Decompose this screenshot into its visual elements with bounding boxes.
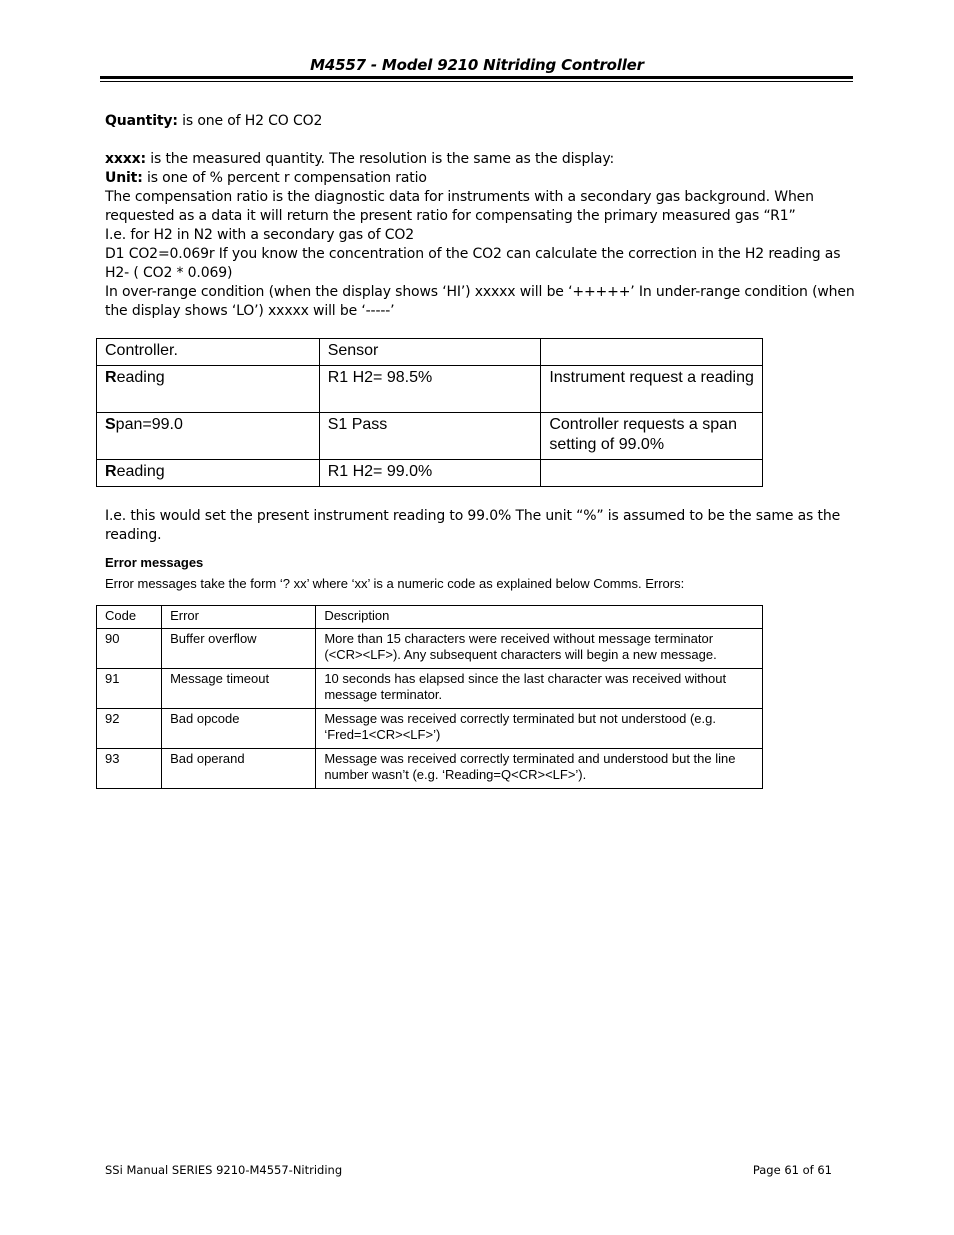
table-row xyxy=(97,709,763,749)
table-cell: R1 H2= 99.0% xyxy=(319,460,541,487)
correction-paragraph: D1 CO2=0.069r If you know the concentration of the CO2 can calculate the correction in the H2 reading as H2- ( CO2 * 0.069) xyxy=(105,246,841,281)
compensation-paragraph: The compensation ratio is the diagnostic data for instruments with a secondary gas background. When requested as a data it will return the present ratio for compensating the primary measured gas “R1” xyxy=(105,189,814,224)
error-description: More than 15 characters were received without message terminator (<CR><LF>). Any subsequent characters will begin a new message. xyxy=(316,629,763,669)
table-cell: Instrument request a reading xyxy=(541,366,763,413)
page-header-title: M4557 - Model 9210 Nitriding Controller xyxy=(310,56,644,74)
quantity-paragraph xyxy=(105,112,855,131)
exchange-table xyxy=(96,338,763,487)
footer-page-number: Page 61 of 61 xyxy=(752,1163,832,1177)
after-table-paragraph: I.e. this would set the present instrument reading to 99.0% The unit “%” is assumed to be the same as the reading. xyxy=(105,508,841,543)
table-cell xyxy=(541,460,763,487)
table-cell: Sensor xyxy=(319,339,541,366)
example-paragraph: I.e. for H2 in N2 with a secondary gas of CO2 xyxy=(105,227,415,243)
error-messages-heading: Error messages xyxy=(105,555,204,570)
error-code: 91 xyxy=(97,669,162,709)
table-row xyxy=(97,460,763,487)
table-cell: S1 Pass xyxy=(319,413,541,460)
quantity-label: Quantity: xyxy=(105,113,178,129)
error-description: 10 seconds has elapsed since the last character was received without message terminator. xyxy=(316,669,763,709)
table-cell: Reading xyxy=(97,366,320,413)
definitions-block xyxy=(105,150,855,321)
error-description: Message was received correctly terminated and understood but the line number wasn’t (e.g. ‘Reading=Q<CR><LF>’). xyxy=(316,749,763,789)
table-row xyxy=(97,366,763,413)
footer-manual-title: SSi Manual SERIES 9210-M4557-Nitriding xyxy=(105,1163,343,1177)
table-header-row xyxy=(97,606,763,629)
header-rule-thick xyxy=(100,76,853,79)
table-cell xyxy=(541,339,763,366)
error-description: Message was received correctly terminated but not understood (e.g. ‘Fred=1<CR><LF>’) xyxy=(316,709,763,749)
error-name: Bad opcode xyxy=(162,709,316,749)
column-header-description: Description xyxy=(316,606,763,629)
error-messages-description: Error messages take the form ‘? xx’ where ‘xx’ is a numeric code as explained below Comms. Errors: xyxy=(105,576,685,591)
error-code: 93 xyxy=(97,749,162,789)
table-cell: Reading xyxy=(97,460,320,487)
error-code: 92 xyxy=(97,709,162,749)
error-name: Message timeout xyxy=(162,669,316,709)
table-cell: Controller requests a span setting of 99.0% xyxy=(541,413,763,460)
table-row xyxy=(97,669,763,709)
header-rule-thin xyxy=(100,81,853,82)
column-header-code: Code xyxy=(97,606,162,629)
table-row xyxy=(97,413,763,460)
table-cell: R1 H2= 98.5% xyxy=(319,366,541,413)
xxxx-label: xxxx: xyxy=(105,151,146,167)
error-codes-table xyxy=(96,605,763,789)
error-name: Buffer overflow xyxy=(162,629,316,669)
table-cell: Controller. xyxy=(97,339,320,366)
quantity-text: is one of H2 CO CO2 xyxy=(177,113,323,129)
unit-text: is one of % percent r compensation ratio xyxy=(142,170,427,186)
error-name: Bad operand xyxy=(162,749,316,789)
column-header-error: Error xyxy=(162,606,316,629)
table-cell: Span=99.0 xyxy=(97,413,320,460)
table-row xyxy=(97,339,763,366)
unit-label: Unit: xyxy=(105,170,143,186)
table-row xyxy=(97,629,763,669)
range-paragraph: In over-range condition (when the display shows ‘HI’) xxxxx will be ‘+++++’ In under-range condition (when the display shows ‘LO’) xxxxx will be ‘-----’ xyxy=(105,284,855,319)
xxxx-text: is the measured quantity. The resolution is the same as the display: xyxy=(145,151,615,167)
error-code: 90 xyxy=(97,629,162,669)
table-row xyxy=(97,749,763,789)
